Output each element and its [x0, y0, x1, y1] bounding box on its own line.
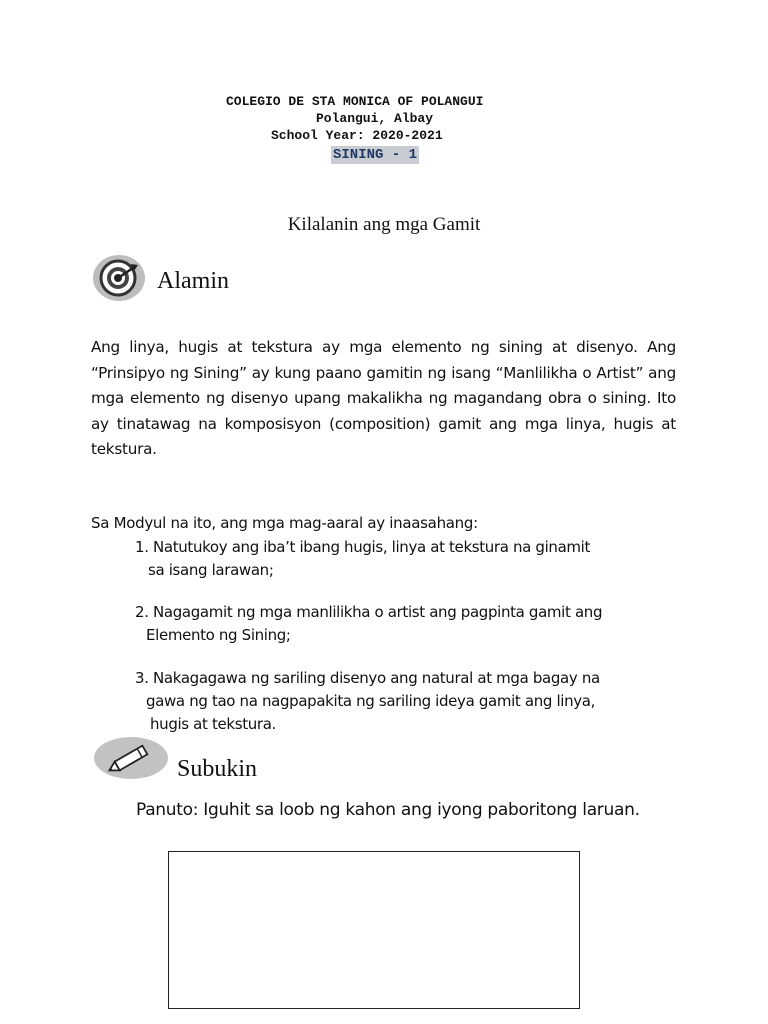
objective-line: 2. Nagagamit ng mga manlilikha o artist ang pagpinta gamit ang [135, 603, 603, 621]
drawing-box [168, 851, 580, 1009]
target-icon [92, 254, 146, 302]
subukin-heading: Subukin [177, 756, 258, 782]
alamin-heading: Alamin [157, 268, 229, 294]
intro-paragraph: Ang linya, hugis at tekstura ay mga elemento ng sining at disenyo. Ang “Prinsipyo ng Sining” ay kung paano gamitin ng isang “Manlilikha o Artist” ang mga elemento ng disenyo upang makalikha ng magandang obra o sining. Ito ay tinatawag na komposisyon (composition) gamit ang mga linya, hugis at tekstura. [91, 338, 676, 458]
pencil-icon [93, 736, 169, 780]
objective-3 [135, 667, 615, 736]
subject-label: SINING - 1 [333, 147, 418, 163]
objectives-intro: Sa Modyul na ito, ang mga mag-aaral ay inaasahang: [91, 514, 478, 532]
school-year: School Year: 2020-2021 [271, 128, 443, 143]
objective-line: Elemento ng Sining; [146, 626, 291, 644]
objective-line: hugis at tekstura. [150, 715, 276, 733]
objective-1 [135, 536, 615, 582]
school-location: Polangui, Albay [316, 111, 434, 126]
lesson-title: Kilalanin ang mga Gamit [287, 214, 481, 235]
objective-line: sa isang larawan; [148, 561, 274, 579]
instruction-text: Panuto: Iguhit sa loob ng kahon ang iyong paboritong laruan. [136, 800, 640, 820]
objective-line: 1. Natutukoy ang iba’t ibang hugis, linya at tekstura na ginamit [135, 538, 591, 556]
objective-line: 3. Nakagagawa ng sariling disenyo ang natural at mga bagay na [135, 669, 600, 687]
objective-line: gawa ng tao na nagpapakita ng sariling ideya gamit ang linya, [146, 692, 596, 710]
school-name: COLEGIO DE STA MONICA OF POLANGUI [226, 94, 484, 109]
objective-2 [135, 601, 615, 647]
